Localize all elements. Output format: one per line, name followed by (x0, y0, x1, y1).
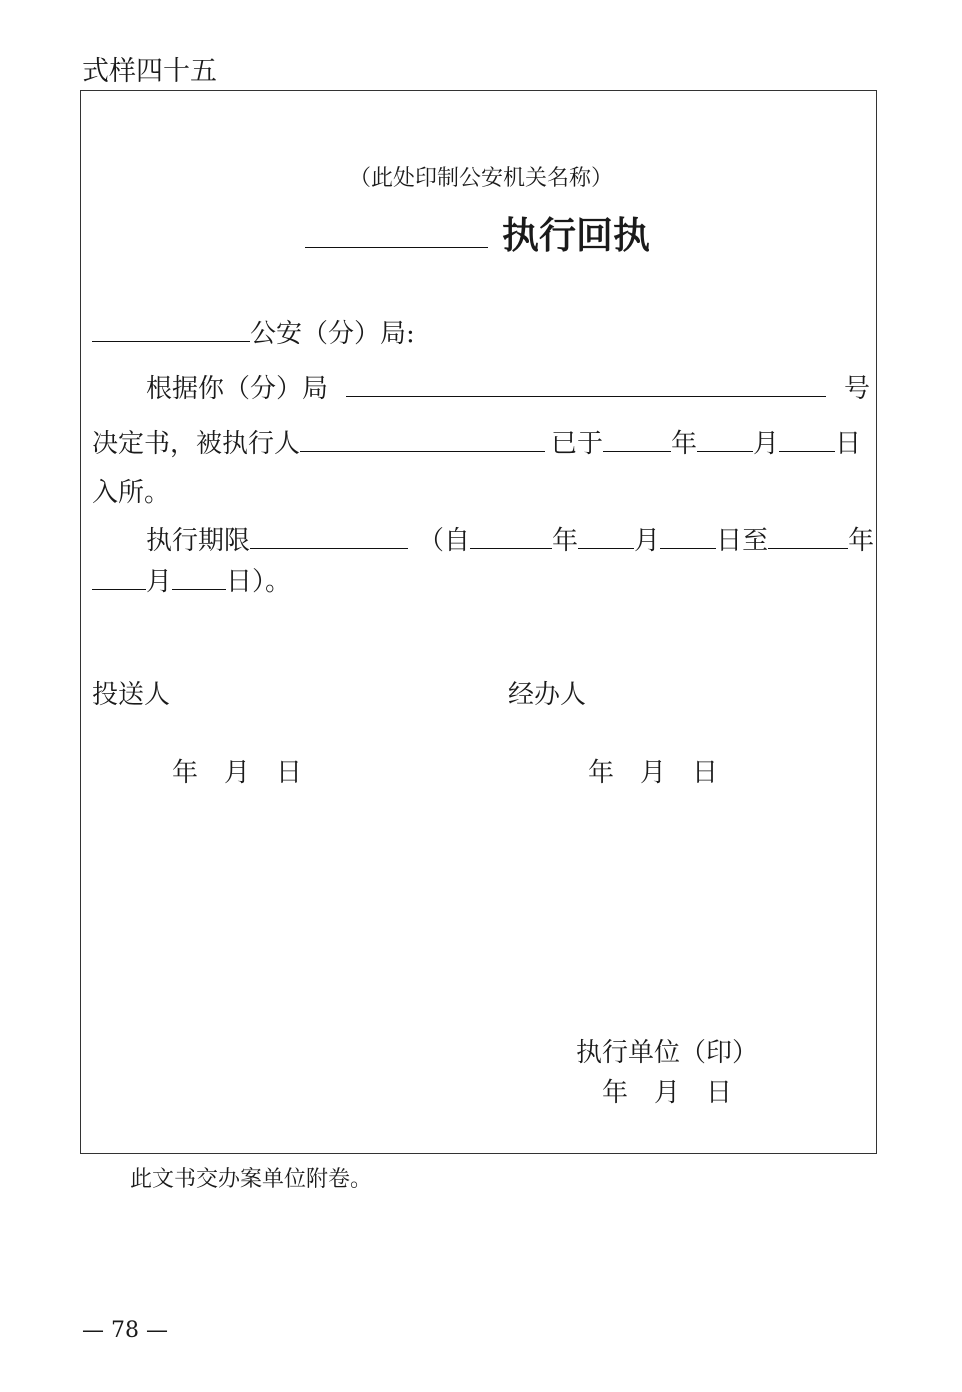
from-year-blank (470, 522, 552, 549)
to-year-blank (768, 522, 848, 549)
addressee-line (92, 315, 415, 347)
entry-day-label: 日 (835, 429, 862, 459)
p1-lead: 根据你（分）局 (146, 374, 329, 404)
entry-year-label: 年 (671, 429, 698, 459)
title-blank-line (305, 210, 488, 248)
from-month-label: 月 (634, 526, 661, 556)
p2-b: 已于 (551, 429, 604, 459)
day-to-label: 日至 (716, 526, 769, 556)
org-name-note: （此处印制公安机关名称） (348, 166, 613, 191)
to-year-label: 年 (848, 526, 875, 556)
entry-year-blank (603, 425, 671, 452)
sender-label: 投送人 (92, 680, 171, 710)
executing-unit-date: 年 月 日 (602, 1078, 733, 1108)
p4-open: （自 (418, 526, 471, 556)
p1-hao: 号 (844, 374, 871, 404)
addressee-suffix: 公安（分）局: (250, 319, 415, 349)
from-day-blank (660, 522, 716, 549)
handler-label: 经办人 (508, 680, 587, 710)
title-row (305, 210, 650, 257)
entry-month-label: 月 (753, 429, 780, 459)
handler-date: 年 月 日 (588, 758, 719, 788)
page-number: — 78 — (82, 1318, 168, 1343)
form-label: 式样四十五 (82, 56, 217, 87)
paragraph-1 (146, 370, 870, 402)
to-month-blank (92, 563, 146, 590)
addressee-blank (92, 315, 250, 342)
entry-day-blank (779, 425, 835, 452)
p4-lead: 执行期限 (146, 526, 251, 556)
entry-month-blank (697, 425, 753, 452)
decision-number-blank (346, 370, 826, 397)
executing-unit-label: 执行单位（印） (576, 1038, 759, 1068)
paragraph-2 (92, 425, 861, 457)
executed-person-blank (300, 425, 545, 452)
to-month-label: 月 (146, 567, 173, 597)
p2-a: 决定书，被执行人 (92, 429, 301, 459)
p5-close: 日）。 (226, 567, 292, 597)
document-title: 执行回执 (502, 214, 650, 257)
footer-note: 此文书交办案单位附卷。 (130, 1167, 373, 1192)
from-year-label: 年 (552, 526, 579, 556)
paragraph-3: 入所。 (92, 478, 171, 508)
term-blank (250, 522, 408, 549)
sender-date: 年 月 日 (172, 758, 303, 788)
paragraph-5 (92, 563, 291, 595)
paragraph-4 (146, 522, 874, 554)
from-month-blank (578, 522, 634, 549)
to-day-blank (172, 563, 226, 590)
